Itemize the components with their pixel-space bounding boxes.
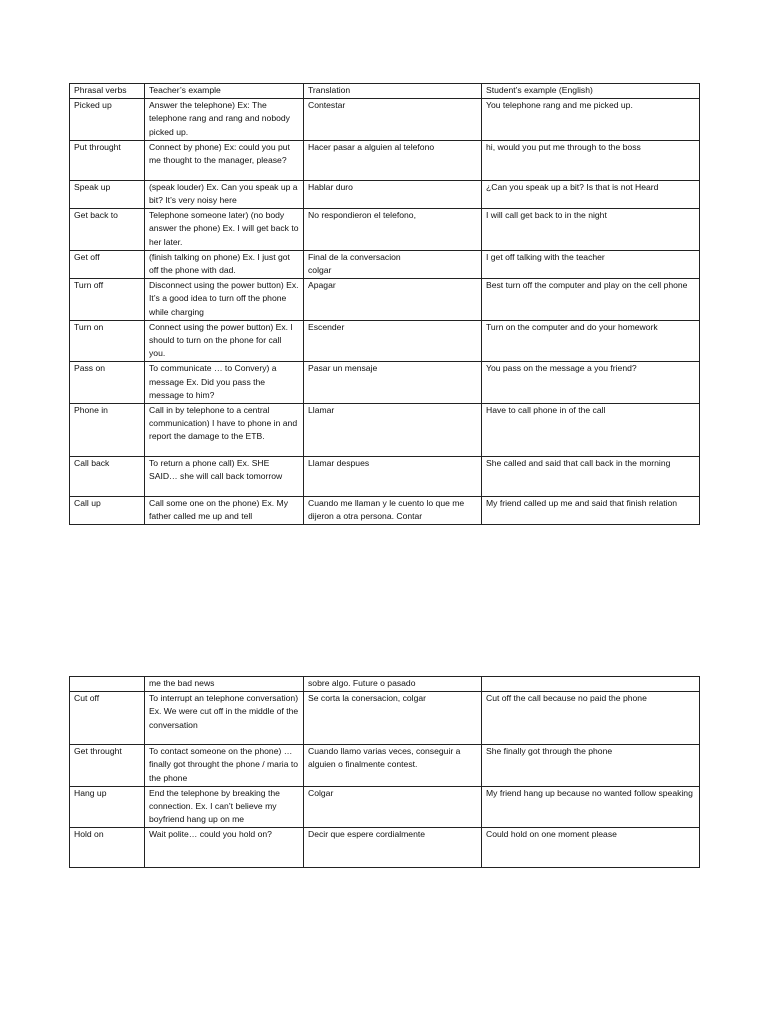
teacher-example-cell <box>145 677 304 692</box>
phrasal-verb-cell <box>70 497 145 525</box>
phrasal-verb-cell <box>70 828 145 868</box>
student-example-cell <box>482 279 700 321</box>
teacher-example: To interrupt an telephone conversation) Ex. We were cut off in the middle of the conversation <box>149 693 299 730</box>
table-row <box>70 362 700 404</box>
student-example: Best turn off the computer and play on the cell phone <box>486 280 688 291</box>
phrasal-verb: Phone in <box>74 405 108 416</box>
teacher-example: (finish talking on phone) Ex. I just got off the phone with dad. <box>149 251 290 276</box>
header-cell <box>70 84 145 99</box>
table-header-row <box>70 84 700 99</box>
student-example: I get off talking with the teacher <box>486 251 605 262</box>
phrasal-verb-cell <box>70 320 145 362</box>
translation-cell <box>304 404 482 457</box>
teacher-example-cell <box>145 180 304 208</box>
teacher-example-cell <box>145 140 304 180</box>
teacher-example: Wait polite… could you hold on? <box>149 829 272 840</box>
phrasal-verb: Speak up <box>74 181 111 192</box>
student-example-cell <box>482 677 700 692</box>
translation-cell <box>304 457 482 497</box>
teacher-example-cell <box>145 320 304 362</box>
phrasal-verb: Turn off <box>74 280 104 291</box>
teacher-example: Connect using the power button) Ex. I should to turn on the phone for call you. <box>149 321 293 359</box>
translation-cell <box>304 250 482 278</box>
translation: No respondieron el telefono, <box>308 210 416 221</box>
translation: Escender <box>308 321 345 332</box>
student-example-cell <box>482 692 700 745</box>
student-example: ¿Can you speak up a bit? Is that is not Heard <box>486 181 659 192</box>
phrasal-verbs-table <box>69 83 700 525</box>
phrasal-verb: Hold on <box>74 829 104 840</box>
teacher-example: Connect by phone) Ex: could you put me thought to the manager, please? <box>149 141 290 166</box>
table-row <box>70 279 700 321</box>
student-example-cell <box>482 99 700 141</box>
translation-cell <box>304 692 482 745</box>
table-row <box>70 828 700 868</box>
header-teachers-example: Teacher’s example <box>149 85 221 95</box>
translation-cell <box>304 745 482 787</box>
student-example: hi, would you put me through to the boss <box>486 141 641 152</box>
phrasal-verb: Get back to <box>74 210 118 221</box>
student-example-cell <box>482 180 700 208</box>
phrasal-verb: Cut off <box>74 693 100 704</box>
phrasal-verb-cell <box>70 180 145 208</box>
header-cell <box>482 84 700 99</box>
translation: Se corta la conersacion, colgar <box>308 693 426 704</box>
header-phrasal-verbs: Phrasal verbs <box>74 85 127 95</box>
translation: Hacer pasar a alguien al telefono <box>308 141 435 152</box>
phrasal-verb: Get throught <box>74 746 122 757</box>
phrasal-verb-cell <box>70 786 145 828</box>
phrasal-verb-cell <box>70 99 145 141</box>
table-row <box>70 677 700 692</box>
header-cell <box>145 84 304 99</box>
student-example: My friend hang up because no wanted follow speaking <box>486 787 693 798</box>
teacher-example-cell <box>145 692 304 745</box>
student-example-cell <box>482 457 700 497</box>
teacher-example-cell <box>145 404 304 457</box>
phrasal-verb-cell <box>70 279 145 321</box>
phrasal-verb-cell <box>70 692 145 745</box>
teacher-example-cell <box>145 279 304 321</box>
translation: sobre algo. Future o pasado <box>308 678 416 688</box>
translation-cell <box>304 497 482 525</box>
translation-cell <box>304 180 482 208</box>
translation-cell <box>304 99 482 141</box>
phrasal-verbs-table-continued <box>69 676 700 868</box>
student-example-cell <box>482 320 700 362</box>
phrasal-verb-cell <box>70 677 145 692</box>
phrasal-verb: Turn on <box>74 321 104 332</box>
table-row <box>70 692 700 745</box>
table-row <box>70 209 700 251</box>
student-example-cell <box>482 786 700 828</box>
phrasal-verb: Pass on <box>74 363 106 374</box>
translation: Apagar <box>308 280 336 291</box>
phrasal-verb: Call back <box>74 458 110 469</box>
teacher-example: To contact someone on the phone) …finally got throught the phone / maria to the phone <box>149 746 299 783</box>
student-example-cell <box>482 250 700 278</box>
header-cell <box>304 84 482 99</box>
table-row <box>70 497 700 525</box>
teacher-example: Telephone someone later) (no body answer the phone) Ex. I will get back to her later. <box>149 210 299 247</box>
translation-cell <box>304 320 482 362</box>
teacher-example-cell <box>145 457 304 497</box>
teacher-example-cell <box>145 786 304 828</box>
phrasal-verb-cell <box>70 457 145 497</box>
student-example: I will call get back to in the night <box>486 210 607 221</box>
teacher-example-cell <box>145 828 304 868</box>
translation: Colgar <box>308 787 334 798</box>
student-example: Turn on the computer and do your homework <box>486 321 658 332</box>
teacher-example: Disconnect using the power button) Ex. It’s a good idea to turn off the phone while charging <box>149 280 299 317</box>
teacher-example: Answer the telephone) Ex: The telephone rang and rang and nobody picked up. <box>149 100 290 137</box>
translation: Cuando llamo varias veces, conseguir a alguien o finalmente contest. <box>308 746 461 770</box>
teacher-example: Call some one on the phone) Ex. My father called me up and tell <box>149 498 289 522</box>
translation: Pasar un mensaje <box>308 363 378 374</box>
translation-cell <box>304 140 482 180</box>
teacher-example: End the telephone by breaking the connection. Ex. I can’t believe my boyfriend hang up on me <box>149 787 280 825</box>
translation-cell <box>304 362 482 404</box>
translation: Cuando me llaman y le cuento lo que me dijeron a otra persona. Contar <box>308 498 465 522</box>
student-example: Could hold on one moment please <box>486 829 617 840</box>
student-example-cell <box>482 404 700 457</box>
student-example-cell <box>482 497 700 525</box>
student-example: She called and said that call back in the morning <box>486 458 671 469</box>
header-translation: Translation <box>308 85 351 95</box>
table-row <box>70 457 700 497</box>
phrasal-verb: Call up <box>74 498 101 509</box>
translation-cell <box>304 279 482 321</box>
teacher-example-cell <box>145 250 304 278</box>
teacher-example-cell <box>145 362 304 404</box>
phrasal-verb-cell <box>70 362 145 404</box>
teacher-example: me the bad news <box>149 678 215 688</box>
table-row <box>70 180 700 208</box>
student-example-cell <box>482 362 700 404</box>
student-example: Have to call phone in of the call <box>486 405 606 416</box>
phrasal-verb-cell <box>70 745 145 787</box>
phrasal-verb-cell <box>70 209 145 251</box>
table-row <box>70 140 700 180</box>
translation-cell <box>304 209 482 251</box>
student-example: You pass on the message a you friend? <box>486 363 637 374</box>
phrasal-verb: Hang up <box>74 787 107 798</box>
header-students-example: Student’s example (English) <box>486 85 593 95</box>
phrasal-verb-cell <box>70 404 145 457</box>
table-row <box>70 99 700 141</box>
student-example-cell <box>482 140 700 180</box>
teacher-example-cell <box>145 209 304 251</box>
phrasal-verb: Put throught <box>74 141 121 152</box>
phrasal-verb-cell <box>70 250 145 278</box>
student-example: My friend called up me and said that finish relation <box>486 498 678 509</box>
student-example: You telephone rang and me picked up. <box>486 100 633 111</box>
table-row <box>70 250 700 278</box>
student-example: She finally got through the phone <box>486 746 613 757</box>
phrasal-verb: Picked up <box>74 100 112 111</box>
student-example-cell <box>482 828 700 868</box>
phrasal-verb-cell <box>70 140 145 180</box>
translation-cell <box>304 786 482 828</box>
translation: Contestar <box>308 100 346 111</box>
teacher-example: To return a phone call) Ex. SHE SAID… she will call back tomorrow <box>149 458 283 482</box>
table-row <box>70 786 700 828</box>
student-example-cell <box>482 209 700 251</box>
translation: Hablar duro <box>308 181 353 192</box>
student-example: Cut off the call because no paid the phone <box>486 693 647 704</box>
teacher-example-cell <box>145 497 304 525</box>
table-row <box>70 745 700 787</box>
translation: Final de la conversacion colgar <box>308 251 401 276</box>
teacher-example-cell <box>145 99 304 141</box>
translation: Decir que espere cordialmente <box>308 829 426 840</box>
translation-cell <box>304 828 482 868</box>
translation: Llamar <box>308 405 335 416</box>
table-row <box>70 320 700 362</box>
teacher-example: Call in by telephone to a central communication) I have to phone in and report the damage to the ETB. <box>149 405 298 442</box>
teacher-example-cell <box>145 745 304 787</box>
translation-cell <box>304 677 482 692</box>
translation: Llamar despues <box>308 458 370 469</box>
phrasal-verb: Get off <box>74 251 100 262</box>
table-row <box>70 404 700 457</box>
teacher-example: To communicate … to Convery) a message Ex. Did you pass the message to him? <box>149 363 277 400</box>
teacher-example: (speak louder) Ex. Can you speak up a bit? It’s very noisy here <box>149 181 298 206</box>
student-example-cell <box>482 745 700 787</box>
